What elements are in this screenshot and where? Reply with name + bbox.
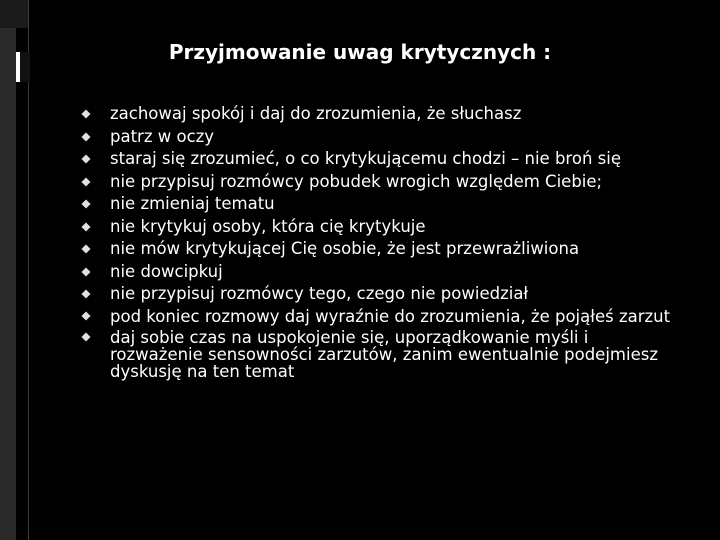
slide-title: Przyjmowanie uwag krytycznych : <box>168 40 552 64</box>
list-item <box>82 148 682 171</box>
list-item <box>82 171 682 194</box>
list-item <box>82 261 682 284</box>
bullet-icon <box>81 244 90 253</box>
bullet-icon <box>81 222 90 231</box>
list-item-text: nie przypisuj rozmówcy pobudek wrogich względem Ciebie; <box>110 171 603 191</box>
decorative-accent-inner <box>20 52 30 82</box>
list-item <box>82 283 682 306</box>
list-item-text: pod koniec rozmowy daj wyraźnie do zrozumienia, że pojąłeś zarzut <box>110 306 671 326</box>
list-item <box>82 306 682 327</box>
bullet-icon <box>81 289 90 298</box>
list-item <box>82 103 682 126</box>
bullet-icon <box>81 132 90 141</box>
list-item <box>82 327 682 382</box>
decorative-side-bar <box>0 28 16 540</box>
list-item <box>82 216 682 239</box>
list-item <box>82 193 682 216</box>
bullet-list <box>82 103 682 382</box>
bullet-icon <box>81 267 90 276</box>
bullet-icon <box>81 199 90 208</box>
list-item-text: nie mów krytykującej Cię osobie, że jest przewrażliwiona <box>110 239 580 258</box>
list-item-text: patrz w oczy <box>110 126 215 146</box>
list-item-text: nie dowcipkuj <box>110 261 223 281</box>
bullet-icon <box>81 177 90 186</box>
list-item-text: daj sobie czas na uspokojenie się, uporządkowanie myśli i rozważenie sensowności zarzutów, zanim ewentualnie podejmiesz dyskusję na ten temat <box>110 327 658 381</box>
list-item <box>82 238 682 261</box>
list-item-text: zachowaj spokój i daj do zrozumienia, że słuchasz <box>110 104 522 123</box>
bullet-icon <box>81 109 90 118</box>
bullet-icon <box>81 154 90 163</box>
list-item-text: nie krytykuj osoby, która cię krytykuje <box>110 216 426 236</box>
list-item <box>82 126 682 149</box>
list-item-text: staraj się zrozumieć, o co krytykującemu chodzi – nie broń się <box>110 149 621 168</box>
bullet-icon <box>81 311 90 320</box>
bullet-icon <box>81 332 90 341</box>
list-item-text: nie zmieniaj tematu <box>110 194 275 213</box>
list-item-text: nie przypisuj rozmówcy tego, czego nie powiedział <box>110 284 529 303</box>
decorative-corner <box>0 0 28 28</box>
